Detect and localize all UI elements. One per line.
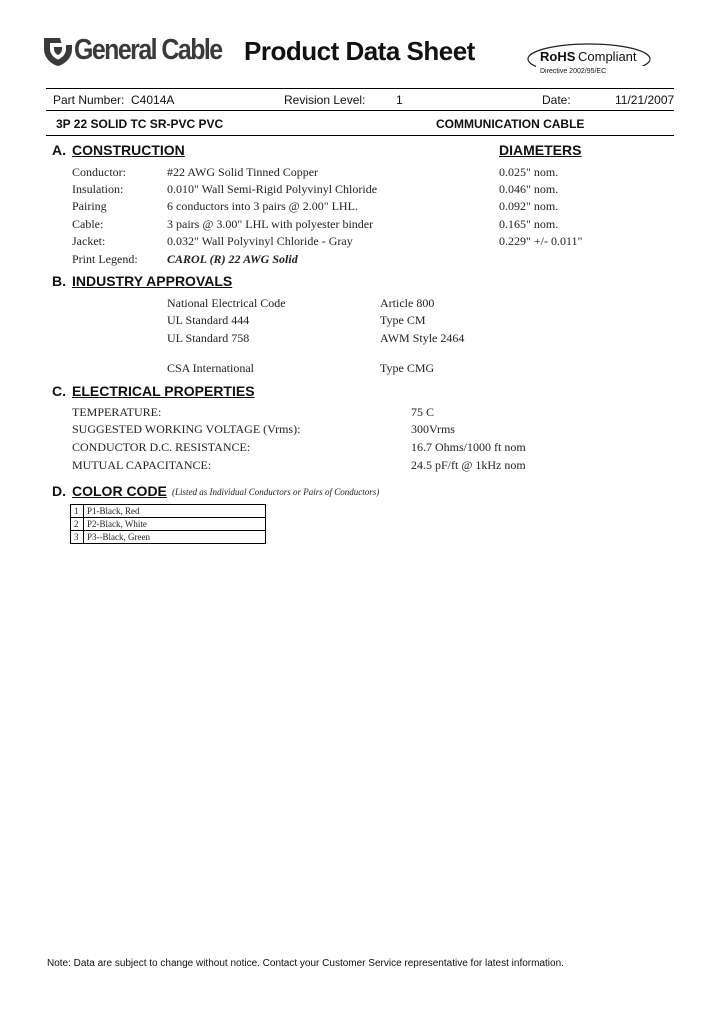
- table-row: [71, 531, 266, 544]
- divider: [46, 110, 674, 111]
- product-category: COMMUNICATION CABLE: [436, 117, 585, 131]
- pair-number: 3: [71, 531, 84, 544]
- table-row: [71, 505, 266, 518]
- pair-number: 1: [71, 505, 84, 518]
- date-label: Date:: [542, 93, 571, 107]
- approval-value: Article 800: [380, 296, 435, 310]
- construction-label: Print Legend:: [72, 252, 138, 266]
- diameters-heading: DIAMETERS: [499, 142, 582, 158]
- approval-value: AWM Style 2464: [380, 331, 465, 345]
- brand-name: General Cable: [74, 34, 222, 66]
- part-number-label: Part Number:: [53, 93, 125, 107]
- footer-note: Note: Data are subject to change without notice. Contact your Customer Service representative for latest information.: [47, 958, 564, 969]
- part-number: C4014A: [131, 93, 175, 107]
- construction-label: Pairing: [72, 199, 107, 213]
- section-d-letter: D.: [52, 483, 66, 499]
- table-row: [71, 518, 266, 531]
- approvals-heading: INDUSTRY APPROVALS: [72, 273, 233, 289]
- construction-value: 6 conductors into 3 pairs @ 2.00" LHL.: [167, 199, 358, 213]
- electrical-value: 16.7 Ohms/1000 ft nom: [411, 440, 526, 454]
- pair-colors: P2-Black, White: [84, 518, 266, 531]
- diameter-value: 0.092" nom.: [499, 199, 559, 213]
- approval-name: UL Standard 444: [167, 313, 250, 327]
- color-code-subtitle: (Listed as Individual Conductors or Pairs of Conductors): [172, 487, 380, 497]
- construction-label: Insulation:: [72, 182, 124, 196]
- color-code-table: [70, 504, 266, 544]
- approval-value: Type CMG: [380, 361, 435, 375]
- pair-colors: P1-Black, Red: [84, 505, 266, 518]
- rohs-directive: Directive 2002/95/EC: [540, 68, 607, 75]
- general-cable-emblem-icon: [42, 35, 74, 67]
- page-title: Product Data Sheet: [244, 36, 475, 66]
- rohs-label: RoHS: [540, 49, 576, 64]
- construction-value: #22 AWG Solid Tinned Copper: [167, 165, 319, 179]
- construction-value: 0.032" Wall Polyvinyl Chloride - Gray: [167, 234, 353, 248]
- section-c-letter: C.: [52, 383, 66, 399]
- divider: [46, 88, 674, 89]
- electrical-heading: ELECTRICAL PROPERTIES: [72, 383, 255, 399]
- electrical-property: TEMPERATURE:: [72, 405, 162, 419]
- approval-name: CSA International: [167, 361, 254, 375]
- rohs-badge: [526, 42, 656, 83]
- electrical-property: CONDUCTOR D.C. RESISTANCE:: [72, 440, 251, 454]
- revision-label: Revision Level:: [284, 93, 366, 107]
- section-a-letter: A.: [52, 142, 66, 158]
- construction-label: Jacket:: [72, 234, 106, 248]
- construction-value: 0.010" Wall Semi-Rigid Polyvinyl Chloride: [167, 182, 378, 196]
- electrical-value: 300Vrms: [411, 422, 455, 436]
- construction-heading: CONSTRUCTION: [72, 142, 185, 158]
- color-code-heading: COLOR CODE: [72, 483, 167, 499]
- print-legend: CAROL (R) 22 AWG Solid: [167, 252, 298, 266]
- revision-level: 1: [396, 93, 403, 107]
- general-cable-logo: [42, 34, 246, 67]
- construction-label: Cable:: [72, 217, 104, 231]
- approval-name: UL Standard 758: [167, 331, 250, 345]
- diameter-value: 0.025" nom.: [499, 165, 559, 179]
- date: 11/21/2007: [615, 93, 675, 107]
- product-description: 3P 22 SOLID TC SR-PVC PVC: [56, 117, 224, 131]
- electrical-property: MUTUAL CAPACITANCE:: [72, 458, 212, 472]
- approval-value: Type CM: [380, 313, 426, 327]
- rohs-compliant: Compliant: [578, 49, 637, 64]
- diameter-value: 0.229" +/- 0.011": [499, 234, 583, 248]
- pair-number: 2: [71, 518, 84, 531]
- divider: [46, 135, 674, 136]
- diameter-value: 0.046" nom.: [499, 182, 559, 196]
- approval-name: National Electrical Code: [167, 296, 286, 310]
- electrical-value: 24.5 pF/ft @ 1kHz nom: [411, 458, 526, 472]
- electrical-property: SUGGESTED WORKING VOLTAGE (Vrms):: [72, 422, 301, 436]
- pair-colors: P3--Black, Green: [84, 531, 266, 544]
- construction-label: Conductor:: [72, 165, 126, 179]
- construction-value: 3 pairs @ 3.00" LHL with polyester binder: [167, 217, 374, 231]
- diameter-value: 0.165" nom.: [499, 217, 559, 231]
- section-b-letter: B.: [52, 273, 66, 289]
- electrical-value: 75 C: [411, 405, 435, 419]
